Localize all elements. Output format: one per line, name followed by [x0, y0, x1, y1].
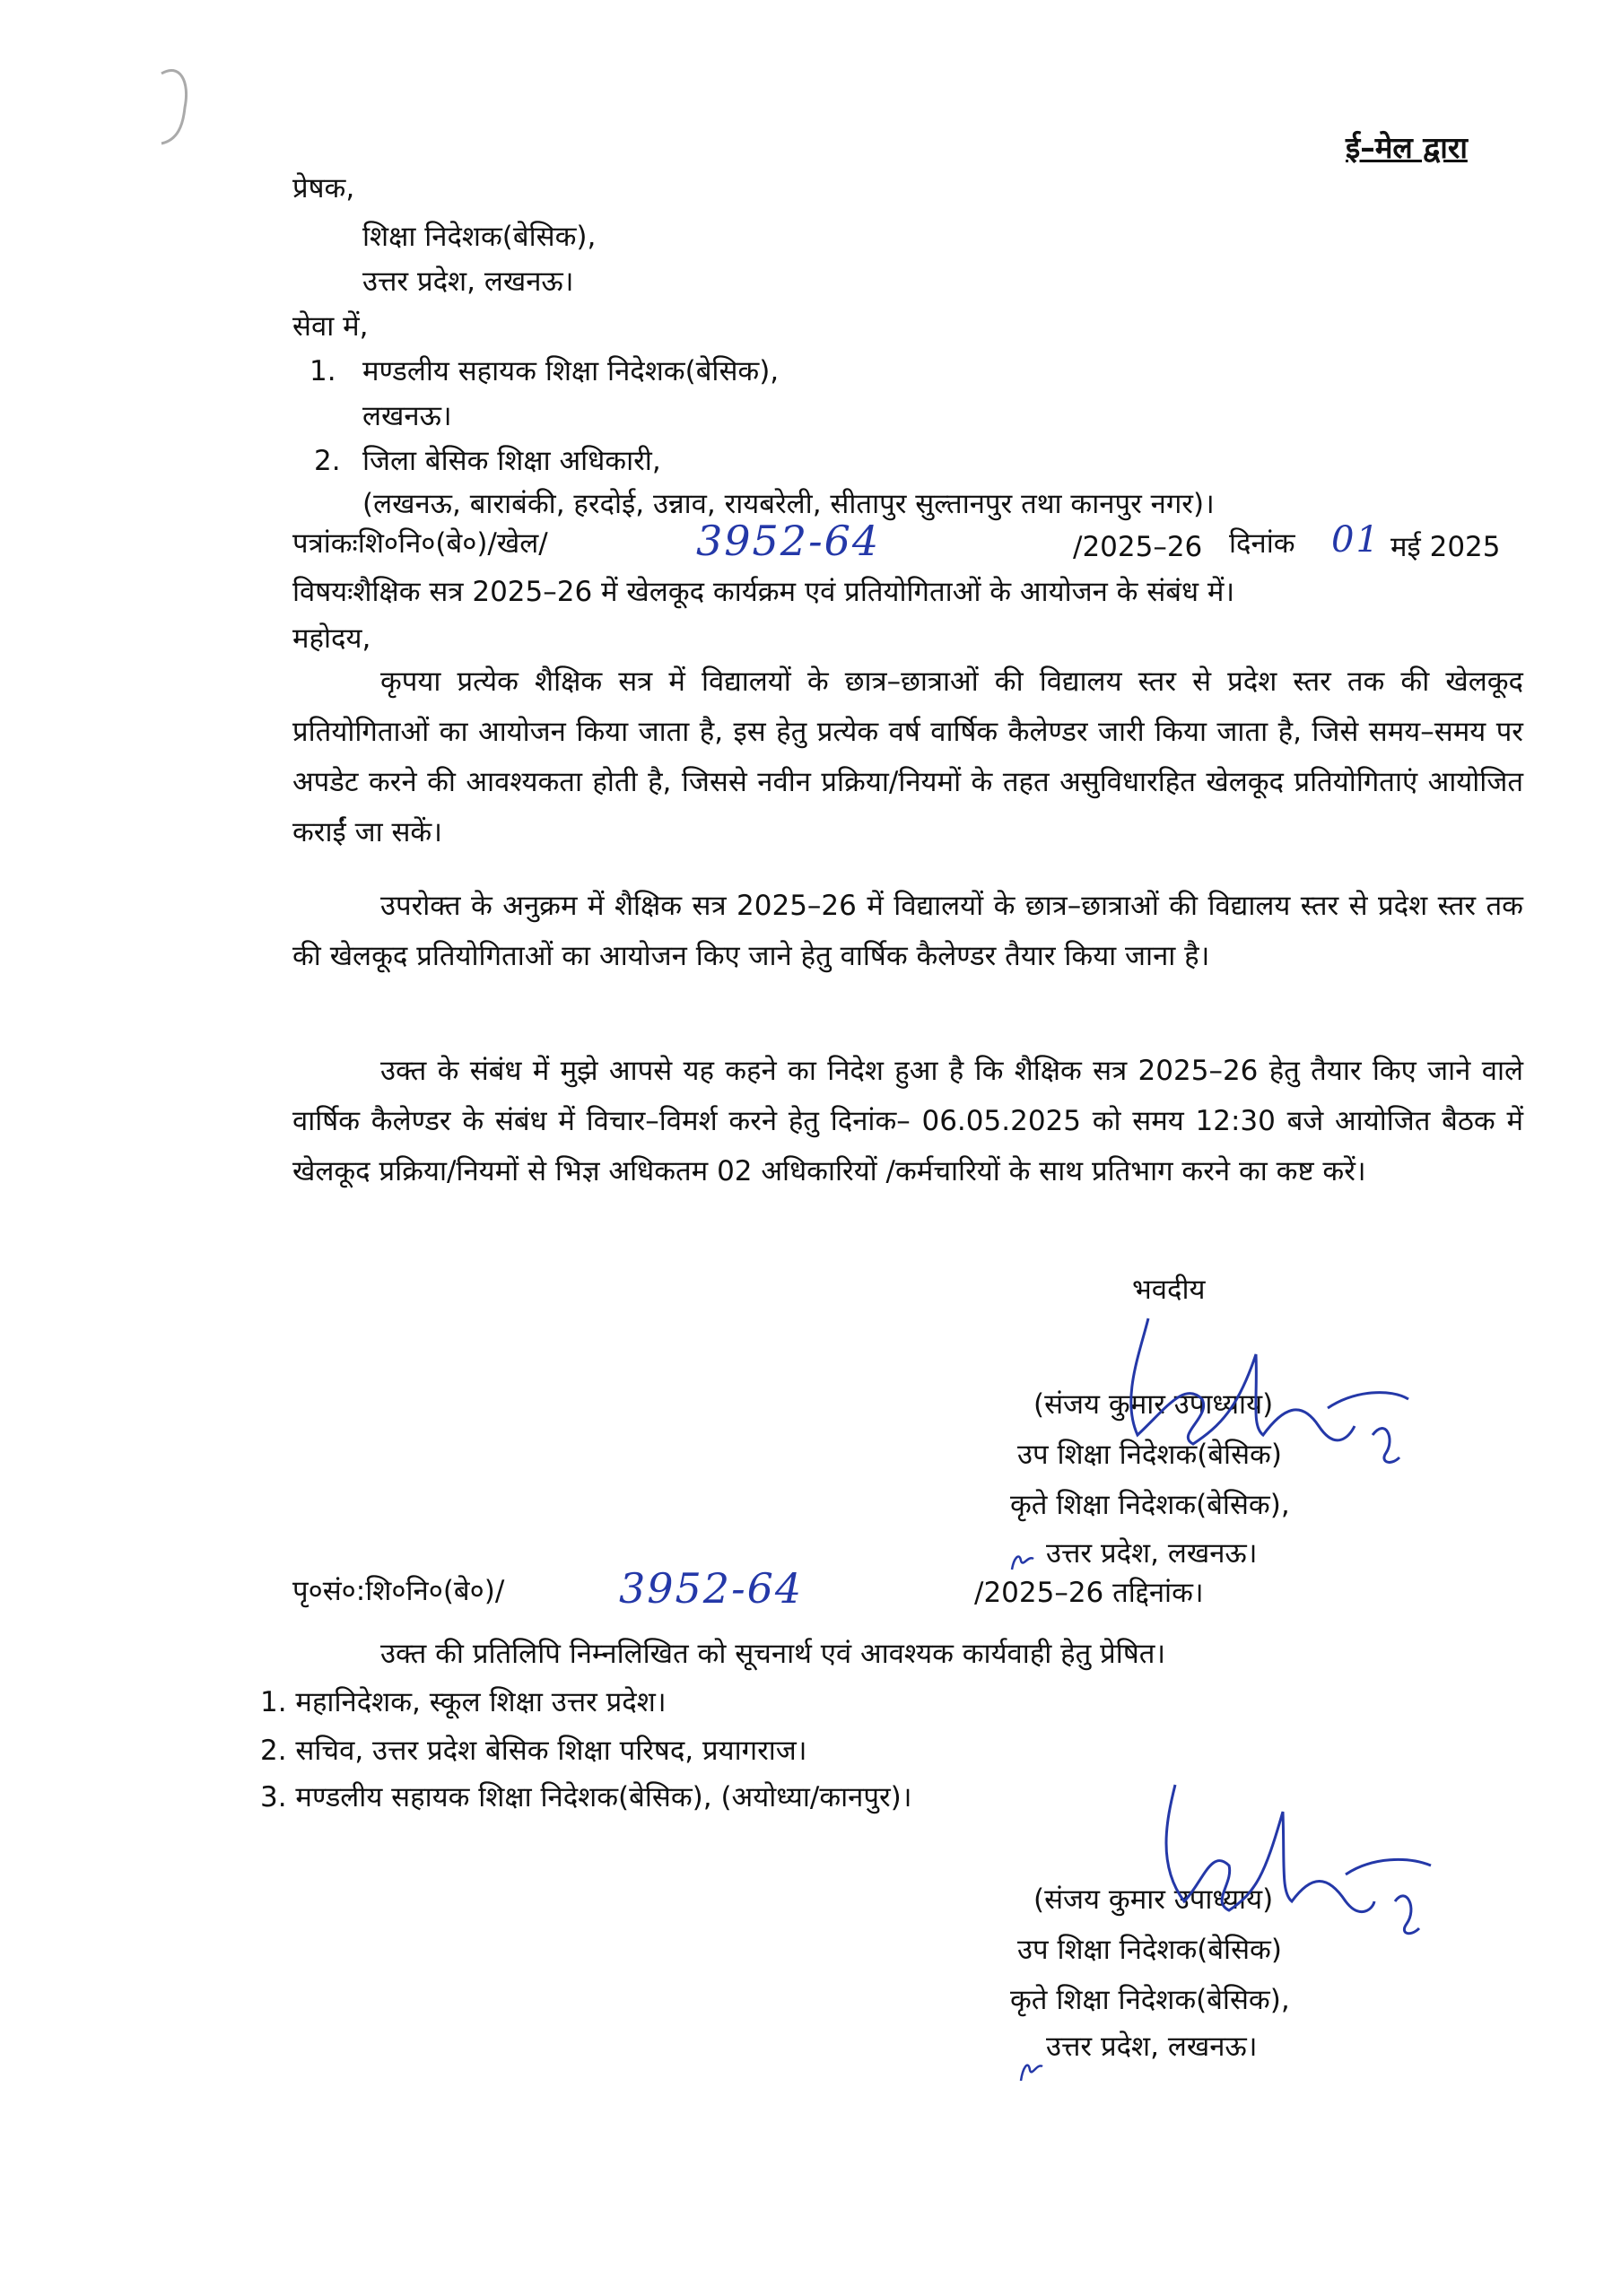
signatory-title: उप शिक्षा निदेशक(बेसिक): [1017, 1439, 1282, 1471]
subject-line: विषयःशैक्षिक सत्र 2025–26 में खेलकूद कार्यक्रम एवं प्रतियोगिताओं के आयोजन के संबंध में।: [292, 576, 1235, 608]
sender-label: प्रेषक,: [292, 172, 355, 204]
body-paragraph-2: [292, 881, 1523, 981]
ref-date-rest: मई 2025: [1390, 531, 1501, 563]
body-paragraph-1: [292, 657, 1523, 857]
signatory-for: कृते शिक्षा निदेशक(बेसिक),: [1010, 1489, 1290, 1521]
sender-line-2: उत्तर प्रदेश, लखनऊ।: [362, 265, 574, 298]
closing: भवदीय: [1132, 1274, 1206, 1306]
copy-ref-prefix: पृ०सं०:शि०नि०(बे०)/: [292, 1575, 505, 1607]
signatory-name: (संजय कुमार उपाध्याय): [1033, 1388, 1274, 1421]
recipient-1-num: 1.: [309, 355, 336, 387]
sender-line-1: शिक्षा निदेशक(बेसिक),: [362, 221, 597, 253]
delivery-mode: ई–मेल द्वारा: [1346, 130, 1468, 165]
recipient-1-line-2: लखनऊ।: [362, 400, 452, 432]
signatory-2-title: उप शिक्षा निदेशक(बेसिक): [1017, 1934, 1282, 1966]
copy-intro: उक्त की प्रतिलिपि निम्नलिखित को सूचनार्थ एवं आवश्यक कार्यवाही हेतु प्रेषित।: [380, 1638, 1166, 1670]
copy-list-item-1: 1. महानिदेशक, स्कूल शिक्षा उत्तर प्रदेश।: [260, 1686, 667, 1718]
ref-handwritten-day: 01: [1331, 519, 1381, 561]
ref-session: /2025–26: [1073, 531, 1203, 563]
signatory-2-place: उत्तर प्रदेश, लखनऊ।: [1046, 2031, 1258, 2063]
recipient-1-line-1: मण्डलीय सहायक शिक्षा निदेशक(बेसिक),: [362, 355, 780, 387]
copy-ref-handwritten-number: 3952-64: [619, 1564, 804, 1613]
copy-list-item-2: 2. सचिव, उत्तर प्रदेश बेसिक शिक्षा परिषद, प्रयागराज।: [260, 1735, 807, 1767]
copy-ref-session: /2025–26 तद्दिनांक।: [974, 1577, 1204, 1609]
signatory-place: उत्तर प्रदेश, लखनऊ।: [1046, 1537, 1258, 1570]
ref-handwritten-number: 3952-64: [696, 517, 881, 565]
initials-mark-1: [1005, 1543, 1041, 1578]
salutation: महोदय,: [292, 622, 371, 655]
copy-list-item-3: 3. मण्डलीय सहायक शिक्षा निदेशक(बेसिक), (अयोध्या/कानपुर)।: [260, 1781, 912, 1813]
body-paragraph-2-text: उपरोक्त के अनुक्रम में शैक्षिक सत्र 2025–26 में विद्यालयों के छात्र–छात्राओं की विद्यालय स्तर से प्रदेश स्तर तक की खेलकूद प्रतियोगिताओं का आयोजन किए जाने हेतु वार्षिक कैलेण्डर तैयार किया जाना है।: [292, 890, 1523, 972]
ref-date-label: दिनांक: [1229, 527, 1295, 560]
body-paragraph-1-text: कृपया प्रत्येक शैक्षिक सत्र में विद्यालयों के छात्र–छात्राओं की विद्यालय स्तर से प्रदेश स्तर तक की खेलकूद प्रतियोगिताओं का आयोजन किया जाता है, इस हेतु प्रत्येक वर्ष वार्षिक कैलेण्डर जारी किया जाता है, जिसे समय–समय पर अपडेट करने की आवश्यकता होती है, जिससे नवीन प्रक्रिया/नियमों के तहत असुविधारहित खेलकूद प्रतियोगिताएं आयोजित कराईं जा सकें।: [292, 665, 1523, 848]
ref-prefix: पत्रांकःशि०नि०(बे०)/खेल/: [292, 527, 548, 560]
recipient-2-num: 2.: [314, 445, 341, 477]
recipient-2-line-1: जिला बेसिक शिक्षा अधिकारी,: [362, 445, 661, 477]
initials-mark-2: [1014, 2045, 1050, 2090]
signatory-2-name: (संजय कुमार उपाध्याय): [1033, 1883, 1274, 1916]
recipient-2-line-2: (लखनऊ, बाराबंकी, हरदोई, उन्नाव, रायबरेली, सीतापुर सुल्तानपुर तथा कानपुर नगर)।: [362, 488, 1215, 520]
body-paragraph-3: [292, 1046, 1523, 1196]
body-paragraph-3-text: उक्त के संबंध में मुझे आपसे यह कहने का निदेश हुआ है कि शैक्षिक सत्र 2025–26 हेतु तैयार किए जाने वाले वार्षिक कैलेण्डर के संबंध में विचार–विमर्श करने हेतु दिनांक– 06.05.2025 को समय 12:30 बजे आयोजित बैठक में खेलकूद प्रक्रिया/नियमों से भिज्ञ अधिकतम 02 अधिकारियों /कर्मचारियों के साथ प्रतिभाग करने का कष्ट करें।: [292, 1055, 1523, 1187]
punch-hole-mark: [144, 54, 197, 152]
to-label: सेवा में,: [292, 310, 369, 343]
signatory-2-for: कृते शिक्षा निदेशक(बेसिक),: [1010, 1984, 1290, 2016]
